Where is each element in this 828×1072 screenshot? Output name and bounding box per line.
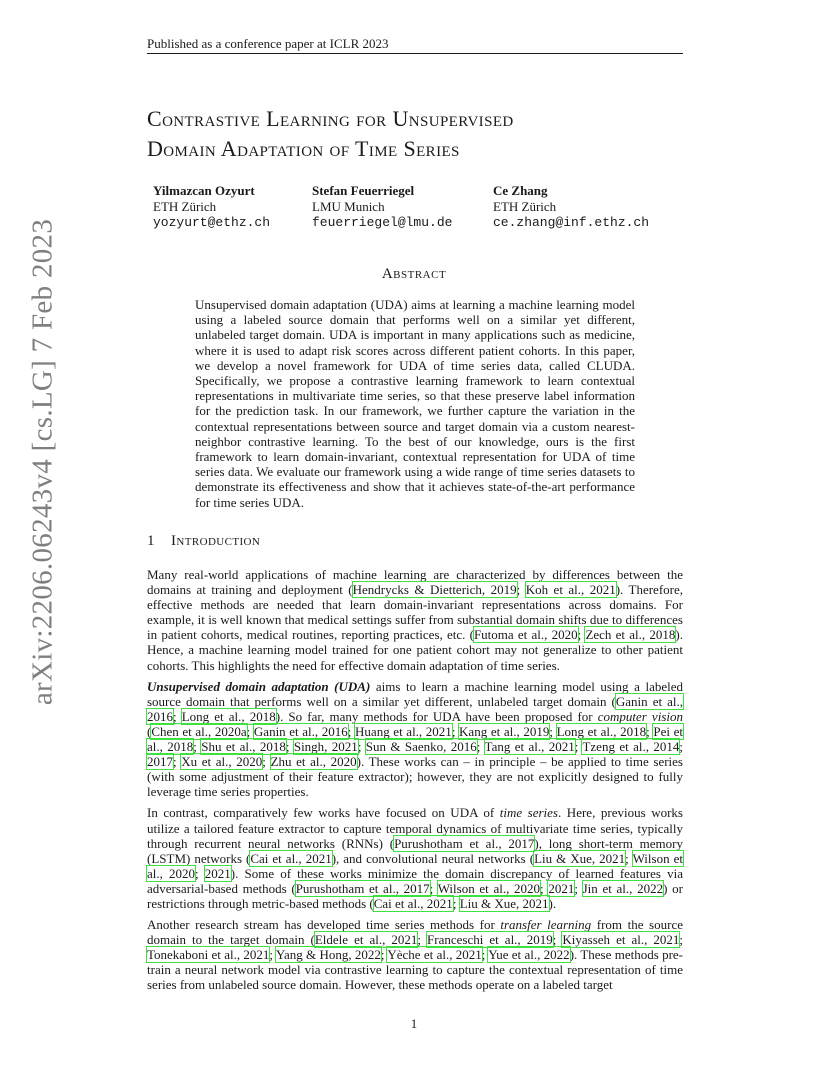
author-name: Ce Zhang <box>493 183 548 198</box>
body-text: ). Hence, a machine learning model trained for one patient cohort may not generalize to other patient cohorts. This highlights the need for effective domain adaptation of time series. <box>147 627 683 673</box>
body-text: ). Therefore, effective methods are needed that learn domain-invariant representations across domains. For example, it is well known that medical settings suffer from substantial domain shifts due to differences in patient cohorts, medical routines, reporting practices, etc. ( <box>147 582 684 643</box>
body-text: ; <box>574 739 583 755</box>
page-number: 1 <box>410 1016 418 1031</box>
citation-link[interactable]: Xu et al., 2020 <box>181 754 263 770</box>
body-text: . Here, previous works utilize a tailored feature extractor to capture temporal dynamics of multivariate time series, typically through recurrent neural networks (RNNs) ( <box>147 805 683 851</box>
citation-link[interactable]: Hendrycks & Dietterich, 2019 <box>352 582 517 598</box>
body-text: ( <box>147 723 152 739</box>
citation-link[interactable]: Kiyasseh et al., 2021 <box>562 932 680 948</box>
body-text: ; <box>246 723 254 739</box>
body-text: ; <box>429 880 438 896</box>
citation-link[interactable]: Pei et al., 2018 <box>147 723 683 755</box>
title-line-2: Domain Adaptation of Time Series <box>147 136 460 161</box>
citation-link[interactable]: Tang et al., 2021 <box>484 739 575 755</box>
author-name: Yilmazcan Ozyurt <box>153 183 255 198</box>
author-email: ce.zhang@inf.ethz.ch <box>493 215 650 230</box>
citation-link[interactable]: Long et al., 2018 <box>181 708 276 724</box>
citation-link[interactable]: Cai et al., 2021 <box>250 850 332 866</box>
citation-link[interactable]: 2017 <box>147 754 173 770</box>
body-text: ; <box>574 880 583 896</box>
body-text: Another research stream has developed time series methods for <box>147 917 501 933</box>
body-text: ; <box>646 723 654 739</box>
citation-link[interactable]: Kang et al., 2019 <box>459 723 550 739</box>
body-text: ; <box>625 850 633 866</box>
body-text: ; <box>285 739 294 755</box>
abstract-text: Unsupervised domain adaptation (UDA) aims at learning a machine learning model using a labeled source domain that performs well on a similar yet different, unlabeled target domain. UDA is important in many applications such as medicine, where it is used to adapt risk scores across different patient cohorts. In this paper, we develop a novel framework for UDA of time series data, called CLUDA. Specifically, we propose a contrastive learning framework to learn contextual representations in multivariate time series, so that these preserve label information for the prediction task. In our framework, we further capture the variation in the contextual representations between source and target domain via a custom nearest-neighbor contrastive learning. To the best of our knowledge, ours is the first framework to learn domain-invariant, contextual representation for UDA of time series data. We evaluate our framework using a wide range of time series datasets to demonstrate its effectiveness and show that it achieves state-of-the-art performance for time series UDA. <box>195 297 635 510</box>
body-text: ), and convolutional neural networks ( <box>331 850 535 866</box>
citation-link[interactable]: Wilson et al., 2020 <box>437 880 541 896</box>
citation-link[interactable]: Shu et al., 2018 <box>201 739 286 755</box>
section-title: Introduction <box>171 533 261 549</box>
body-text: ; <box>380 947 388 963</box>
author-affiliation: ETH Zürich <box>153 199 217 214</box>
emphasized-text: computer vision <box>597 708 683 724</box>
body-paragraph <box>147 567 683 673</box>
body-paragraph <box>147 917 683 992</box>
citation-link[interactable]: 2021 <box>548 880 575 896</box>
citation-link[interactable]: Futoma et al., 2020 <box>473 627 578 643</box>
body-text: from the source domain to the target domain ( <box>147 917 683 948</box>
body-text: aims to learn a machine learning model using a labeled source domain that performs well on a similar yet different, unlabeled target domain ( <box>147 678 683 709</box>
running-header: Published as a conference paper at ICLR 2023 <box>147 36 389 51</box>
citation-link[interactable]: Sun & Saenko, 2016 <box>365 739 477 755</box>
body-text: ; <box>173 754 182 770</box>
body-text: ; <box>679 932 684 948</box>
abstract-heading: Abstract <box>381 266 447 282</box>
section-body <box>147 567 683 999</box>
citation-link[interactable]: Yang & Hong, 2022 <box>275 947 381 963</box>
arxiv-identifier: arXiv:2206.06243v4 [cs.LG] 7 Feb 2023 <box>26 218 59 706</box>
body-text: ; <box>452 895 460 911</box>
body-text: ; <box>516 582 526 598</box>
citation-link[interactable]: Franceschi et al., 2019 <box>427 932 553 948</box>
citation-link[interactable]: Tzeng et al., 2014 <box>582 739 680 755</box>
citation-link[interactable]: Jin et al., 2022 <box>582 880 664 896</box>
body-text: ; <box>357 739 366 755</box>
body-text: ; <box>577 627 586 643</box>
body-paragraph <box>147 805 683 911</box>
citation-link[interactable]: Wilson et al., 2020 <box>147 850 683 881</box>
citation-link[interactable]: Ganin et al., 2016 <box>147 693 683 724</box>
citation-link[interactable]: Koh et al., 2021 <box>525 582 616 598</box>
citation-link[interactable]: Chen et al., 2020a <box>151 723 247 739</box>
title-line-1: Contrastive Learning for Unsupervised <box>147 106 514 131</box>
body-text: ; <box>451 723 460 739</box>
body-text: ; <box>481 947 489 963</box>
author-email: yozyurt@ethz.ch <box>153 215 271 230</box>
citation-link[interactable]: Cai et al., 2021 <box>373 895 453 911</box>
citation-link[interactable]: Tonekaboni et al., 2021 <box>147 947 270 963</box>
body-text: Many real-world applications of machine learning are characterized by differences between the domains at training and deployment ( <box>147 567 683 598</box>
body-text: ; <box>540 880 549 896</box>
citation-link[interactable]: Purushotham et al., 2017 <box>394 835 535 851</box>
body-text: ; <box>269 947 276 963</box>
header-rule <box>147 53 683 54</box>
section-number: 1 <box>147 533 155 549</box>
author-block-1 <box>153 183 270 231</box>
body-text: ). <box>548 895 557 911</box>
citation-link[interactable]: Zech et al., 2018 <box>585 627 676 643</box>
author-affiliation: ETH Zürich <box>493 199 557 214</box>
paragraph-lead-term: Unsupervised domain adaptation (UDA) <box>147 678 371 694</box>
citation-link[interactable]: Huang et al., 2021 <box>355 723 452 739</box>
body-text: ; <box>262 754 271 770</box>
body-text: In contrast, comparatively few works have focused on UDA of <box>147 805 500 821</box>
author-affiliation: LMU Munich <box>312 199 385 214</box>
author-email: feuerriegel@lmu.de <box>312 215 453 230</box>
emphasized-text: time series <box>499 805 558 821</box>
author-name: Stefan Feuerriegel <box>312 183 415 198</box>
citation-link[interactable]: Singh, 2021 <box>293 739 358 755</box>
citation-link[interactable]: Liu & Xue, 2021 <box>534 850 626 866</box>
citation-link[interactable]: Liu & Xue, 2021 <box>459 895 549 911</box>
citation-link[interactable]: Yèche et al., 2021 <box>387 947 482 963</box>
author-block-2 <box>312 183 452 231</box>
body-text: ; <box>193 739 202 755</box>
body-text: ; <box>549 723 557 739</box>
emphasized-text: transfer learning <box>500 917 592 933</box>
section-heading <box>147 533 260 550</box>
body-text: ). These works can – in principle – be applied to time series (with some adjustment of their feature extractor); however, they are not explicitly designed to fully leverage time series properties. <box>147 754 683 800</box>
citation-link[interactable]: Eldele et al., 2021 <box>314 932 418 948</box>
body-paragraph <box>147 679 683 800</box>
citation-link[interactable]: Yue et al., 2022 <box>488 947 570 963</box>
body-text: ). Some of these works minimize the domain discrepancy of learned features via adversarial-based methods ( <box>147 865 683 896</box>
citation-link[interactable]: Zhu et al., 2020 <box>270 754 357 770</box>
body-text: ; <box>195 865 205 881</box>
body-text: ; <box>552 932 563 948</box>
author-block-3 <box>493 183 649 231</box>
paper-title <box>147 104 514 164</box>
body-text: ) or restrictions through metric-based methods ( <box>147 880 683 911</box>
body-text: ; <box>679 739 683 755</box>
body-text: ). These methods pre-train a neural network model via contrastive learning to capture the contextual representation of time series from unlabeled source domain. However, these methods operate on a labeled target <box>147 947 684 993</box>
body-text: ; <box>476 739 485 755</box>
citation-link[interactable]: Long et al., 2018 <box>556 723 647 739</box>
body-text: ). So far, many methods for UDA have been proposed for <box>275 708 598 724</box>
body-text: ; <box>173 708 182 724</box>
citation-link[interactable]: Purushotham et al., 2017 <box>295 880 430 896</box>
body-text: ; <box>417 932 428 948</box>
citation-link[interactable]: Ganin et al., 2016 <box>253 723 348 739</box>
citation-link[interactable]: 2021 <box>204 865 231 881</box>
body-text: ; <box>347 723 356 739</box>
body-text: ), long short-term memory (LSTM) networks ( <box>147 835 683 866</box>
